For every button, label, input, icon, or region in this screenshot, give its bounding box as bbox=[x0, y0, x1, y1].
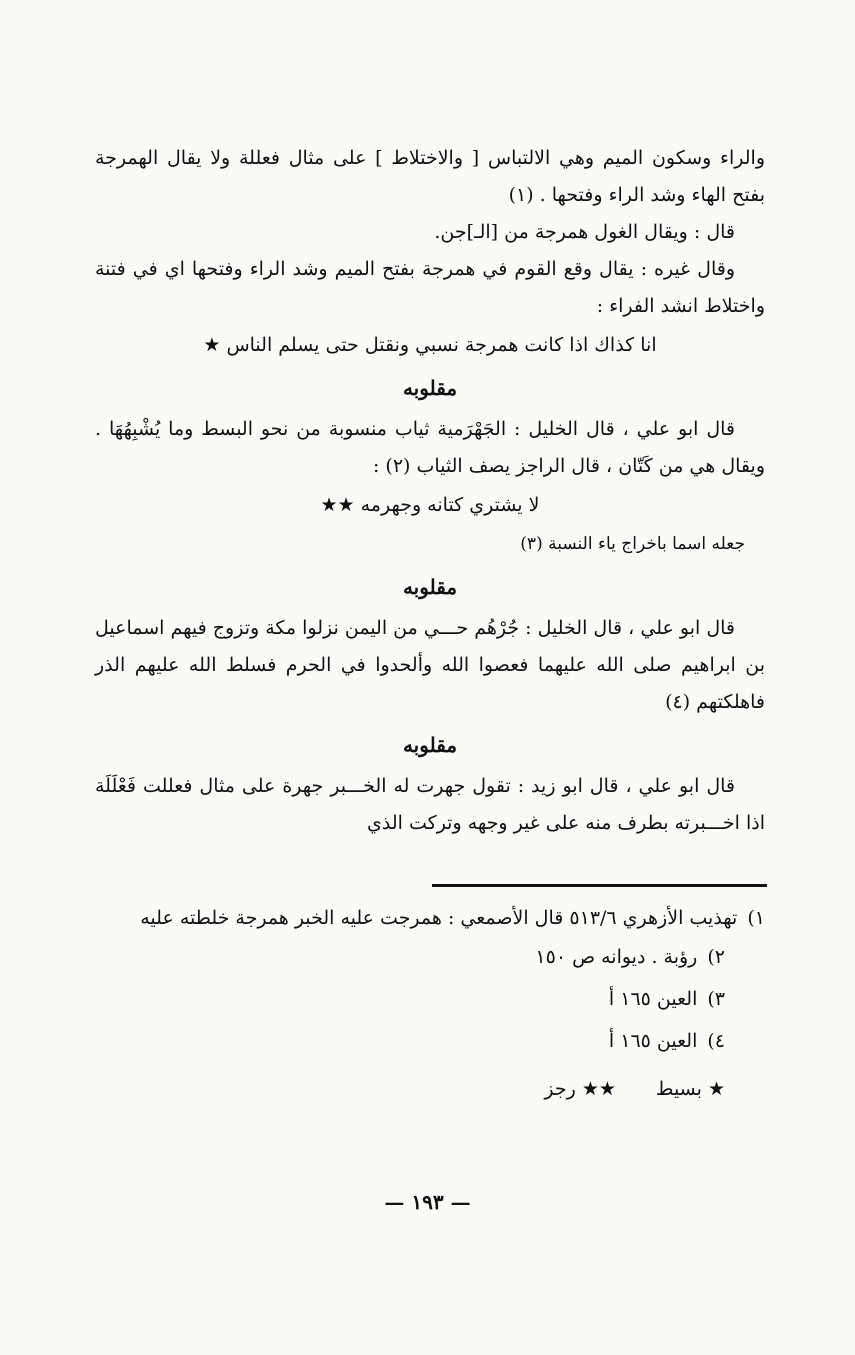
meter-rajaz: ★★ رجز bbox=[544, 1078, 616, 1100]
footnote-divider bbox=[432, 884, 767, 887]
section-heading-1: مقلوبه bbox=[402, 376, 458, 400]
footnote-text: العين ١٦٥ أ bbox=[608, 988, 698, 1010]
footnote-1 bbox=[95, 900, 765, 936]
paragraph-1: والراء وسكون الميم وهي الالتباس [ والاختلاط ] على مثال فعللة ولا يقال الهمرجة بفتح الهاء وشد الراء وفتحها . (١) bbox=[95, 147, 765, 206]
footnote-number: ٣) bbox=[707, 988, 725, 1010]
paragraph-3: وقال غيره : يقال وقع القوم في همرجة بفتح الميم وشد الراء وفتحها اي في فتنة واختلاط انشد الفراء : bbox=[95, 258, 765, 317]
verse-1: انا كذاك اذا كانت همرجة نسبي ونقتل حتى يسلم الناس ★ bbox=[203, 334, 657, 356]
meter-legend bbox=[95, 1068, 765, 1110]
paragraph-2: قال : ويقال الغول همرجة من [الـ]جن. bbox=[434, 221, 735, 243]
section-heading-2: مقلوبه bbox=[402, 575, 458, 599]
paragraph-7: قال ابو علي ، قال ابو زيد : تقول جهرت له الخـــبر جهرة على مثال فعللت فَعْلَلَة اذا اخـــبرته بطرف منه على غير وجهه وتركت الذي bbox=[95, 775, 765, 834]
footnotes bbox=[95, 900, 765, 1110]
page-number: — ١٩٣ — bbox=[384, 1190, 471, 1214]
footnote-4 bbox=[95, 1020, 765, 1062]
footnote-3 bbox=[95, 978, 765, 1020]
verse-2: لا يشتري كتانه وجهرمه ★★ bbox=[320, 494, 540, 516]
section-heading-3: مقلوبه bbox=[402, 733, 458, 757]
footnote-text: رؤبة . ديوانه ص ١٥٠ bbox=[535, 946, 698, 968]
paragraph-4: قال ابو علي ، قال الخليل : الجَهْرَمية ثياب منسوبة من نحو البسط وما يُشْبِهُهَا . ويقال هي من كَتّان ، قال الراجز يصف الثياب (٢) : bbox=[95, 418, 765, 477]
footnote-2 bbox=[95, 936, 765, 978]
footnote-text: العين ١٦٥ أ bbox=[608, 1030, 698, 1052]
footnote-number: ٤) bbox=[707, 1030, 725, 1052]
meter-basit: ★ بسيط bbox=[655, 1078, 725, 1100]
paragraph-5: جعله اسما باخراج ياء النسبة (٣) bbox=[520, 534, 745, 554]
paragraph-6: قال ابو علي ، قال الخليل : جُرْهُم حـــي من اليمن نزلوا مكة وتزوج فيهم اسماعيل بن ابراهيم صلى الله عليهما فعصوا الله وألحدوا في الحرم فسلط الله عليهم الذر فاهلكتهم (٤) bbox=[95, 617, 765, 713]
footnote-number: ١) bbox=[747, 907, 765, 929]
footnote-number: ٢) bbox=[707, 946, 725, 968]
main-text bbox=[95, 140, 765, 842]
footnote-text: تهذيب الأزهري ٥١٣/٦ قال الأصمعي : همرجت عليه الخبر همرجة خلطته عليه bbox=[140, 907, 738, 929]
